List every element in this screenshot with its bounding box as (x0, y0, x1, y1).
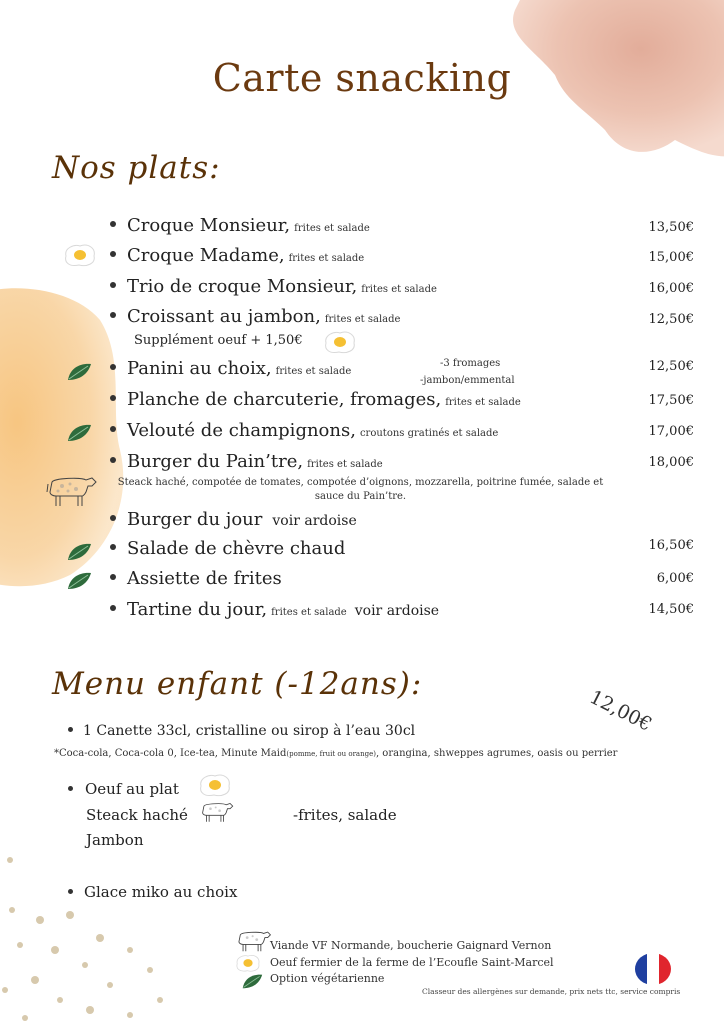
menu-item: Panini au choix, frites et salade (110, 358, 351, 379)
kids-drink: 1 Canette 33cl, cristalline ou sirop à l’eau 30cl (68, 723, 415, 739)
section-heading-enfant: Menu enfant (-12ans): (52, 666, 423, 702)
cow-icon (46, 472, 98, 510)
leaf-icon (241, 973, 263, 990)
egg-icon (322, 329, 358, 355)
egg-icon (197, 772, 233, 798)
item-price: 15,00€ (648, 250, 694, 265)
item-price: 14,50€ (648, 602, 694, 617)
menu-item: Croissant au jambon, frites et salade (110, 306, 400, 327)
menu-item: Salade de chèvre chaud (110, 538, 345, 559)
page-title: Carte snacking (212, 56, 512, 100)
egg-icon (234, 953, 262, 973)
item-price: 17,00€ (648, 424, 694, 439)
kids-main: Jambon (86, 831, 144, 849)
menu-item: Croque Madame, frites et salade (110, 245, 364, 266)
kids-dessert: Glace miko au choix (68, 883, 237, 901)
item-price: 18,00€ (648, 455, 694, 470)
item-price: 6,00€ (656, 571, 694, 586)
item-price: 16,50€ (648, 538, 694, 553)
menu-item: Planche de charcuterie, fromages, frites et salade (110, 389, 521, 410)
kids-main: Oeuf au plat (68, 780, 179, 798)
menu-item: Tartine du jour, frites et salade voir ardoise (110, 599, 439, 620)
french-flag-icon (634, 952, 672, 986)
kids-menu-price: 12,00€ (586, 686, 656, 736)
menu-item: Assiette de frites (110, 568, 282, 589)
egg-icon (62, 242, 98, 268)
item-price: 12,50€ (648, 359, 694, 374)
leaf-icon (66, 423, 92, 443)
panini-option: -jambon/emmental (420, 375, 515, 386)
leaf-icon (66, 542, 92, 562)
kids-drink-note: *Coca-cola, Coca-cola 0, Ice-tea, Minute Maid(pomme, fruit ou orange), orangina, shweppes agrumes, oasis ou perrier (54, 748, 618, 759)
panini-option: -3 fromages (440, 358, 501, 369)
cow-icon (236, 928, 272, 954)
item-price: 12,50€ (648, 312, 694, 327)
burger-description: Steack haché, compotée de tomates, compotée d’oignons, mozzarella, poitrine fumée, salade et sauce du Pain’tre. (117, 477, 604, 502)
menu-item: Burger du Pain’tre, frites et salade (110, 451, 383, 472)
dotted-decoration (0, 850, 200, 1024)
egg-supplement: Supplément oeuf + 1,50€ (134, 333, 303, 348)
kids-main: Steack haché (86, 806, 188, 824)
section-heading-plats: Nos plats: (52, 150, 221, 186)
kids-side: -frites, salade (293, 806, 397, 824)
legend-oeuf: Oeuf fermier de la ferme de l’Ecoufle Saint-Marcel (270, 956, 554, 969)
legend-vege: Option végétarienne (270, 972, 385, 985)
menu-item: Trio de croque Monsieur, frites et salade (110, 276, 437, 297)
item-price: 13,50€ (648, 220, 694, 235)
footer-note: Classeur des allergènes sur demande, prix nets ttc, service compris (422, 987, 681, 996)
leaf-icon (66, 362, 92, 382)
item-price: 17,50€ (648, 393, 694, 408)
leaf-icon (66, 571, 92, 591)
menu-item: Croque Monsieur, frites et salade (110, 215, 370, 236)
menu-item: Burger du jour voir ardoise (110, 509, 357, 530)
cow-icon (200, 799, 234, 825)
item-price: 16,00€ (648, 281, 694, 296)
legend-viande: Viande VF Normande, boucherie Gaignard Vernon (270, 939, 552, 952)
menu-item: Velouté de champignons, croutons gratinés et salade (110, 420, 498, 441)
